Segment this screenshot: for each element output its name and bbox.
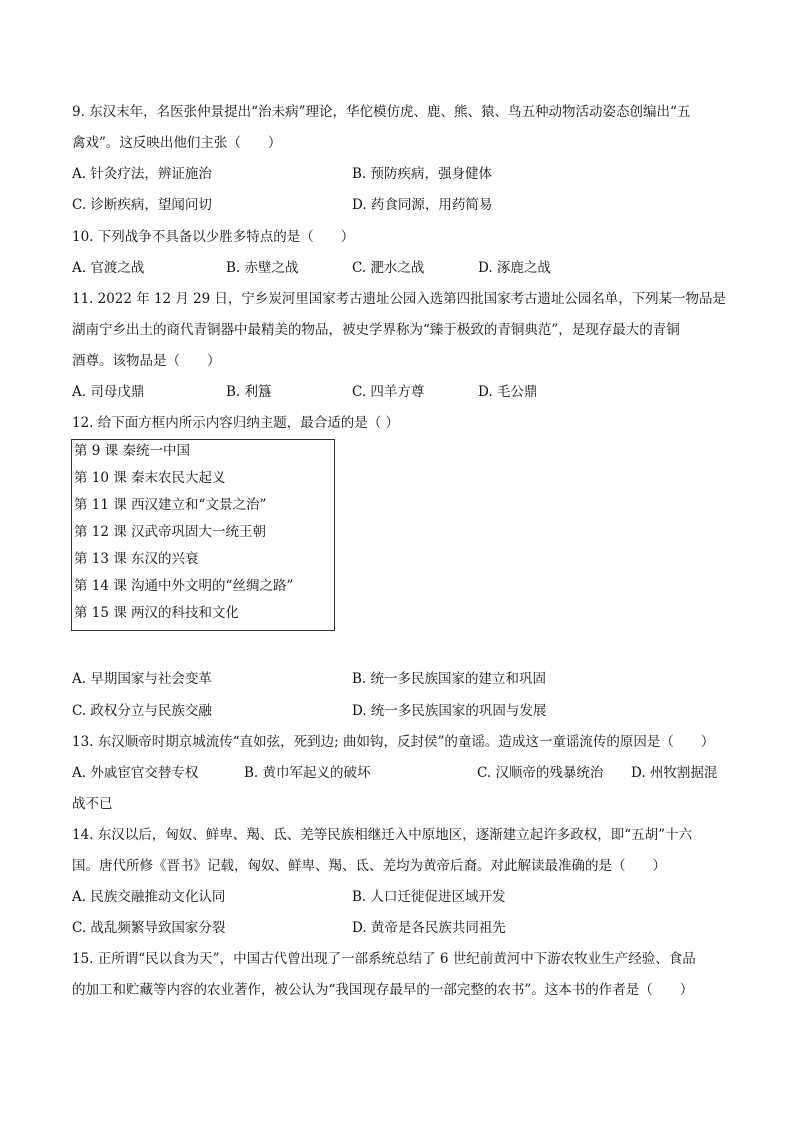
lesson-item: 第 11 课 西汉建立和“文景之治” <box>74 497 267 513</box>
lesson-item: 第 15 课 两汉的科技和文化 <box>74 605 240 621</box>
q11-option-c: C. 四羊方尊 <box>352 384 425 400</box>
q13-option-c: C. 汉顺帝的残暴统治 <box>477 765 604 781</box>
q9-option-d: D. 药食同源，用药简易 <box>352 197 493 213</box>
q15-stem-line2: 的加工和贮藏等内容的农业著作，被公认为“我国现存最早的一部完整的农书”。这本书的作者是（ ） <box>72 982 694 998</box>
q12-stem: 12. 给下面方框内所示内容归纳主题，最合适的是（ ） <box>72 415 400 431</box>
q10-stem: 10. 下列战争不具备以少胜多特点的是（ ） <box>72 229 355 245</box>
q13-option-d-continued: 战不已 <box>72 796 113 812</box>
q10-option-b: B. 赤壁之战 <box>226 260 299 276</box>
q15-stem-line1: 15. 正所谓“民以食为天”，中国古代曾出现了一部系统总结了 6 世纪前黄河中下游农牧业生产经验、食品 <box>72 951 696 967</box>
q11-stem-line2: 湖南宁乡出土的商代青铜器中最精美的物品，被史学界称为“臻于极致的青铜典范”，是现存最大的青铜 <box>72 322 680 338</box>
q14-stem-line2: 国。唐代所修《晋书》记载，匈奴、鲜卑、羯、氐、羌均为黄帝后裔。对此解读最准确的是（ ） <box>72 858 666 874</box>
q11-option-d: D. 毛公鼎 <box>478 384 538 400</box>
q14-stem-line1: 14. 东汉以后，匈奴、鲜卑、羯、氐、羌等民族相继迁入中原地区，逐渐建立起许多政权，即“五胡”十六 <box>72 827 693 843</box>
q14-option-d: D. 黄帝是各民族共同祖先 <box>352 920 506 936</box>
q14-option-b: B. 人口迁徙促进区域开发 <box>352 889 506 905</box>
q9-option-a: A. 针灸疗法，辨证施治 <box>72 166 212 182</box>
lesson-item: 第 12 课 汉武帝巩固大一统王朝 <box>74 524 267 540</box>
lesson-item: 第 14 课 沟通中外文明的“丝绸之路” <box>74 578 294 594</box>
lesson-list-box <box>71 439 335 631</box>
q14-option-a: A. 民族交融推动文化认同 <box>72 889 226 905</box>
q13-option-d: D. 州牧割据混 <box>631 765 718 781</box>
q9-option-b: B. 预防疾病，强身健体 <box>352 166 493 182</box>
q11-option-a: A. 司母戊鼎 <box>72 384 145 400</box>
lesson-item: 第 13 课 东汉的兴衰 <box>74 551 199 567</box>
q9-stem-line1: 9. 东汉末年，名医张仲景提出“治未病”理论，华佗模仿虎、鹿、熊、猿、鸟五种动物活动姿态创编出“五 <box>72 104 691 120</box>
q13-option-a: A. 外戚宦官交替专权 <box>72 765 199 781</box>
q10-option-c: C. 淝水之战 <box>352 260 425 276</box>
q10-option-d: D. 涿鹿之战 <box>478 260 551 276</box>
q12-option-c: C. 政权分立与民族交融 <box>72 703 212 719</box>
q9-stem-line2: 禽戏”。这反映出他们主张（ ） <box>72 135 282 151</box>
q12-option-a: A. 早期国家与社会变革 <box>72 671 212 687</box>
q14-option-c: C. 战乱频繁导致国家分裂 <box>72 920 226 936</box>
lesson-item: 第 10 课 秦末农民大起义 <box>74 470 226 486</box>
q13-stem: 13. 东汉顺帝时期京城流传“直如弦，死到边; 曲如钩，反封侯”的童谣。造成这一童谣流传的原因是（ ） <box>72 734 715 750</box>
q13-option-b: B. 黄巾军起义的破坏 <box>244 765 371 781</box>
q11-option-b: B. 利簋 <box>226 384 272 400</box>
q12-option-d: D. 统一多民族国家的巩固与发展 <box>352 703 547 719</box>
lesson-item: 第 9 课 秦统一中国 <box>74 443 190 459</box>
q11-stem-line3: 酒尊。该物品是（ ） <box>72 353 221 369</box>
q12-option-b: B. 统一多民族国家的建立和巩固 <box>352 671 547 687</box>
q9-option-c: C. 诊断疾病，望闻问切 <box>72 197 212 213</box>
q11-stem-line1: 11. 2022 年 12 月 29 日，宁乡炭河里国家考古遗址公园入选第四批国家考古遗址公园名单，下列某一物品是 <box>72 291 726 307</box>
q10-option-a: A. 官渡之战 <box>72 260 145 276</box>
